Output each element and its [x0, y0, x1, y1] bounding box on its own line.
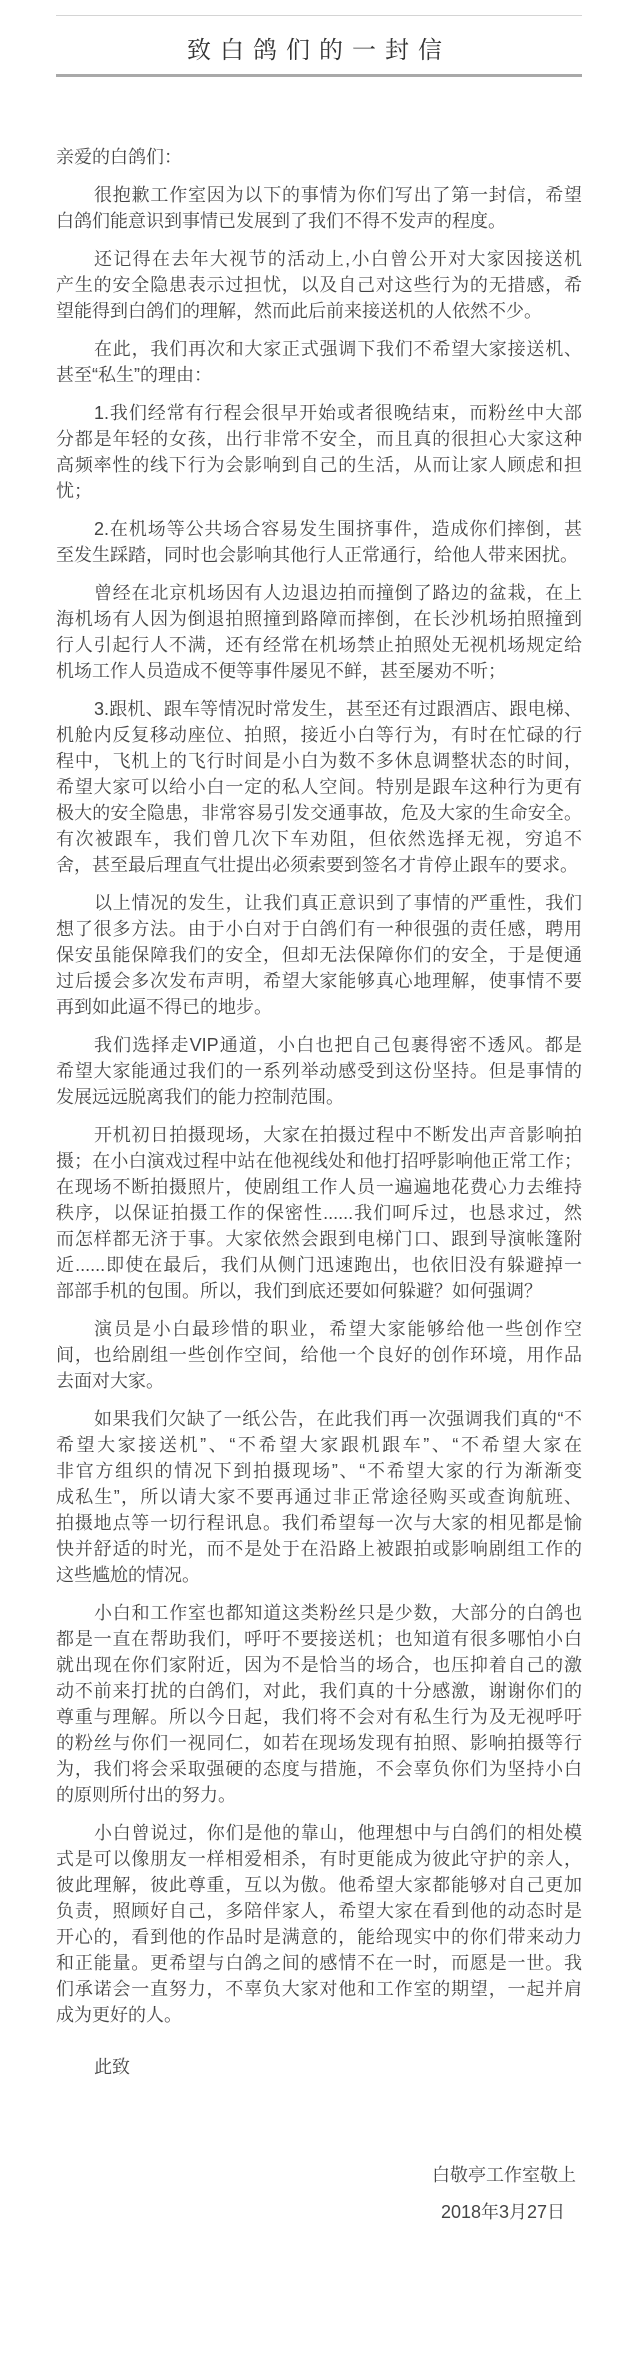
paragraph-line: 开心的，看到他的作品时是满意的，能给现实中的你们带来动力 — [56, 1927, 582, 1947]
paragraph — [56, 516, 582, 568]
paragraph — [56, 336, 582, 388]
paragraph-line: 和正能量。更希望与白鸽之间的感情不在一时，而愿是一世。我 — [56, 1953, 582, 1973]
paragraph — [56, 182, 582, 234]
paragraph-line: 的粉丝与你们一视同仁，如若在现场发现有拍照、影响拍摄等行 — [56, 1733, 582, 1753]
paragraph-line: 动不前来打扰的白鸽们，对此，我们真的十分感激，谢谢你们的 — [56, 1681, 582, 1701]
paragraph-line: 而怎样都无济于事。大家依然会跟到电梯门口、跟到导演帐篷附 — [56, 1229, 582, 1249]
paragraph-line: 成私生”，所以请大家不要再通过非正常途径购买或查询航班、 — [56, 1487, 582, 1507]
paragraph-line: 这些尴尬的情况。 — [56, 1565, 200, 1585]
paragraph-line: 机舱内反复移动座位、拍照，接近小白等行为，有时在忙碌的行 — [56, 725, 582, 745]
paragraph-line: 1.我们经常有行程会很早开始或者很晚结束，而粉丝中大部 — [94, 403, 582, 423]
paragraph-line: 尊重与理解。所以今日起，我们将不会对有私生行为及无视呼吁 — [56, 1707, 582, 1727]
paragraph-line: 为，我们将会采取强硬的态度与措施，不会辜负你们为坚持小白 — [56, 1759, 582, 1779]
paragraph — [56, 696, 582, 878]
paragraph-line: 很抱歉工作室因为以下的事情为你们写出了第一封信，希望 — [94, 185, 582, 205]
paragraph-line: 以上情况的发生，让我们真正意识到了事情的严重性，我们 — [94, 893, 582, 913]
paragraph-line: 甚至“私生”的理由： — [56, 365, 212, 385]
paragraph-line: 高频率性的线下行为会影响到自己的生活，从而让家人顾虑和担 — [56, 455, 582, 475]
paragraph-line: 保安虽能保障我们的安全，但却无法保障你们的安全，于是便通 — [56, 945, 582, 965]
paragraph-line: 演员是小白最珍惜的职业，希望大家能够给他一些创作空 — [94, 1319, 582, 1339]
paragraph-line: 都是一直在帮助我们，呼吁不要接送机；也知道有很多哪怕小白 — [56, 1629, 582, 1649]
paragraph-line: 希望大家能通过我们的一系列举动感受到这份坚持。但是事情的 — [56, 1061, 582, 1081]
paragraph-line: 想了很多方法。由于小白对于白鸽们有一种很强的责任感，聘用 — [56, 919, 582, 939]
paragraph-line: 行人引起行人不满，还有经常在机场禁止拍照处无视机场规定给 — [56, 635, 582, 655]
paragraph-line: 近......即使在最后，我们从侧门迅速跑出，也依旧没有躲避掉一 — [56, 1255, 582, 1275]
paragraph-line: 如果我们欠缺了一纸公告，在此我们再一次强调我们真的“不 — [94, 1409, 582, 1429]
paragraph-line: 们承诺会一直努力，不辜负大家对他和工作室的期望，一起并肩 — [56, 1979, 582, 1999]
paragraph-line: 再到如此逼不得已的地步。 — [56, 997, 272, 1017]
paragraph — [56, 1820, 582, 2028]
paragraph-line: 白鸽们能意识到事情已发展到了我们不得不发声的程度。 — [56, 211, 506, 231]
closing: 此致 — [94, 2057, 130, 2077]
paragraph-line: 曾经在北京机场因有人边退边拍而撞倒了路边的盆栽，在上 — [94, 583, 582, 603]
paragraph-line: 的原则所付出的努力。 — [56, 1785, 236, 1805]
paragraph — [56, 1122, 582, 1304]
paragraph-line: 成为更好的人。 — [56, 2005, 182, 2025]
paragraph-line: 至发生踩踏，同时也会影响其他行人正常通行，给他人带来困扰。 — [56, 545, 578, 565]
paragraph-line: 部部手机的包围。所以，我们到底还要如何躲避？如何强调？ — [56, 1281, 542, 1301]
paragraph — [56, 1600, 582, 1808]
paragraph-line: 小白和工作室也都知道这类粉丝只是少数，大部分的白鸽也 — [94, 1603, 582, 1623]
paragraph-line: 式是可以像朋友一样相爱相杀，有时更能成为彼此守护的亲人， — [56, 1849, 582, 1869]
paragraph-line: 产生的安全隐患表示过担忧，以及自己对这些行为的无措感，希 — [56, 275, 582, 295]
paragraph — [56, 1406, 582, 1588]
paragraph-line: 我们选择走VIP通道，小白也把自己包裹得密不透风。都是 — [94, 1035, 582, 1055]
paragraph-line: 发展远远脱离我们的能力控制范围。 — [56, 1087, 344, 1107]
letter-date: 2018年3月27日 — [440, 2202, 566, 2222]
paragraph-line: 在现场不断拍摄照片，使剧组工作人员一遍遍地花费心力去维持 — [56, 1177, 582, 1197]
letter-body — [56, 144, 582, 2040]
paragraph-line: 极大的安全隐患，非常容易引发交通事故，危及大家的生命安全。 — [56, 803, 582, 823]
paragraph-line: 快并舒适的时光，而不是处于在沿路上被跟拍或影响剧组工作的 — [56, 1539, 582, 1559]
paragraph-line: 有次被跟车，我们曾几次下车劝阻，但依然选择无视，穷追不 — [56, 829, 582, 849]
paragraph — [56, 246, 582, 324]
paragraph-line: 分都是年轻的女孩，出行非常不安全，而且真的很担心大家这种 — [56, 429, 582, 449]
paragraph-line: 望能得到白鸽们的理解，然而此后前来接送机的人依然不少。 — [56, 301, 542, 321]
paragraph-line: 还记得在去年大视节的活动上,小白曾公开对大家因接送机 — [94, 249, 582, 269]
paragraph-line: 彼此理解，彼此尊重，互以为傲。他希望大家都能够对自己更加 — [56, 1875, 582, 1895]
title-top-rule — [56, 15, 582, 16]
paragraph-line: 就出现在你们家附近，因为不是恰当的场合，也压抑着自己的激 — [56, 1655, 582, 1675]
paragraph-line: 舍，甚至最后理直气壮提出必须索要到签名才肯停止跟车的要求。 — [56, 855, 578, 875]
title-bottom-rule — [56, 74, 582, 77]
paragraph-line: 小白曾说过，你们是他的靠山，他理想中与白鸽们的相处模 — [94, 1823, 582, 1843]
paragraph-line: 摄；在小白演戏过程中站在他视线处和他打招呼影响他正常工作； — [56, 1151, 582, 1171]
paragraph-line: 过后援会多次发布声明，希望大家能够真心地理解，使事情不要 — [56, 971, 582, 991]
paragraph-line: 2.在机场等公共场合容易发生围挤事件，造成你们摔倒，甚 — [94, 519, 582, 539]
paragraph-line: 非官方组织的情况下到拍摄现场”、“不希望大家的行为渐渐变 — [56, 1461, 582, 1481]
paragraph-line: 开机初日拍摄现场，大家在拍摄过程中不断发出声音影响拍 — [94, 1125, 582, 1145]
paragraph — [56, 1032, 582, 1110]
paragraph — [56, 890, 582, 1020]
paragraph-line: 拍摄地点等一切行程讯息。我们希望每一次与大家的相见都是愉 — [56, 1513, 582, 1533]
greeting: 亲爱的白鸽们： — [56, 147, 182, 167]
letter-title: 致白鸽们的一封信 — [187, 36, 451, 64]
paragraph — [56, 400, 582, 504]
paragraph-line: 在此，我们再次和大家正式强调下我们不希望大家接送机、 — [94, 339, 582, 359]
paragraph-line: 负责，照顾好自己，多陪伴家人，希望大家在看到他的动态时是 — [56, 1901, 582, 1921]
paragraph-line: 程中，飞机上的飞行时间是小白为数不多休息调整状态的时间， — [56, 751, 582, 771]
signature: 白敬亭工作室敬上 — [432, 2165, 576, 2185]
paragraph-line: 忧； — [56, 481, 92, 501]
paragraph-line: 去面对大家。 — [56, 1371, 164, 1391]
paragraph — [56, 1316, 582, 1394]
paragraphs — [56, 182, 582, 2028]
paragraph — [56, 580, 582, 684]
paragraph-line: 秩序，以保证拍摄工作的保密性......我们呵斥过，也恳求过，然 — [56, 1203, 582, 1223]
paragraph-line: 间，也给剧组一些创作空间，给他一个良好的创作环境，用作品 — [56, 1345, 582, 1365]
paragraph-line: 3.跟机、跟车等情况时常发生，甚至还有过跟酒店、跟电梯、 — [94, 699, 582, 719]
paragraph-line: 机场工作人员造成不便等事件屡见不鲜，甚至屡劝不听； — [56, 661, 506, 681]
paragraph-line: 希望大家可以给小白一定的私人空间。特别是跟车这种行为更有 — [56, 777, 582, 797]
paragraph-line: 希望大家接送机”、“不希望大家跟机跟车”、“不希望大家在 — [56, 1435, 582, 1455]
paragraph-line: 海机场有人因为倒退拍照撞到路障而摔倒，在长沙机场拍照撞到 — [56, 609, 582, 629]
